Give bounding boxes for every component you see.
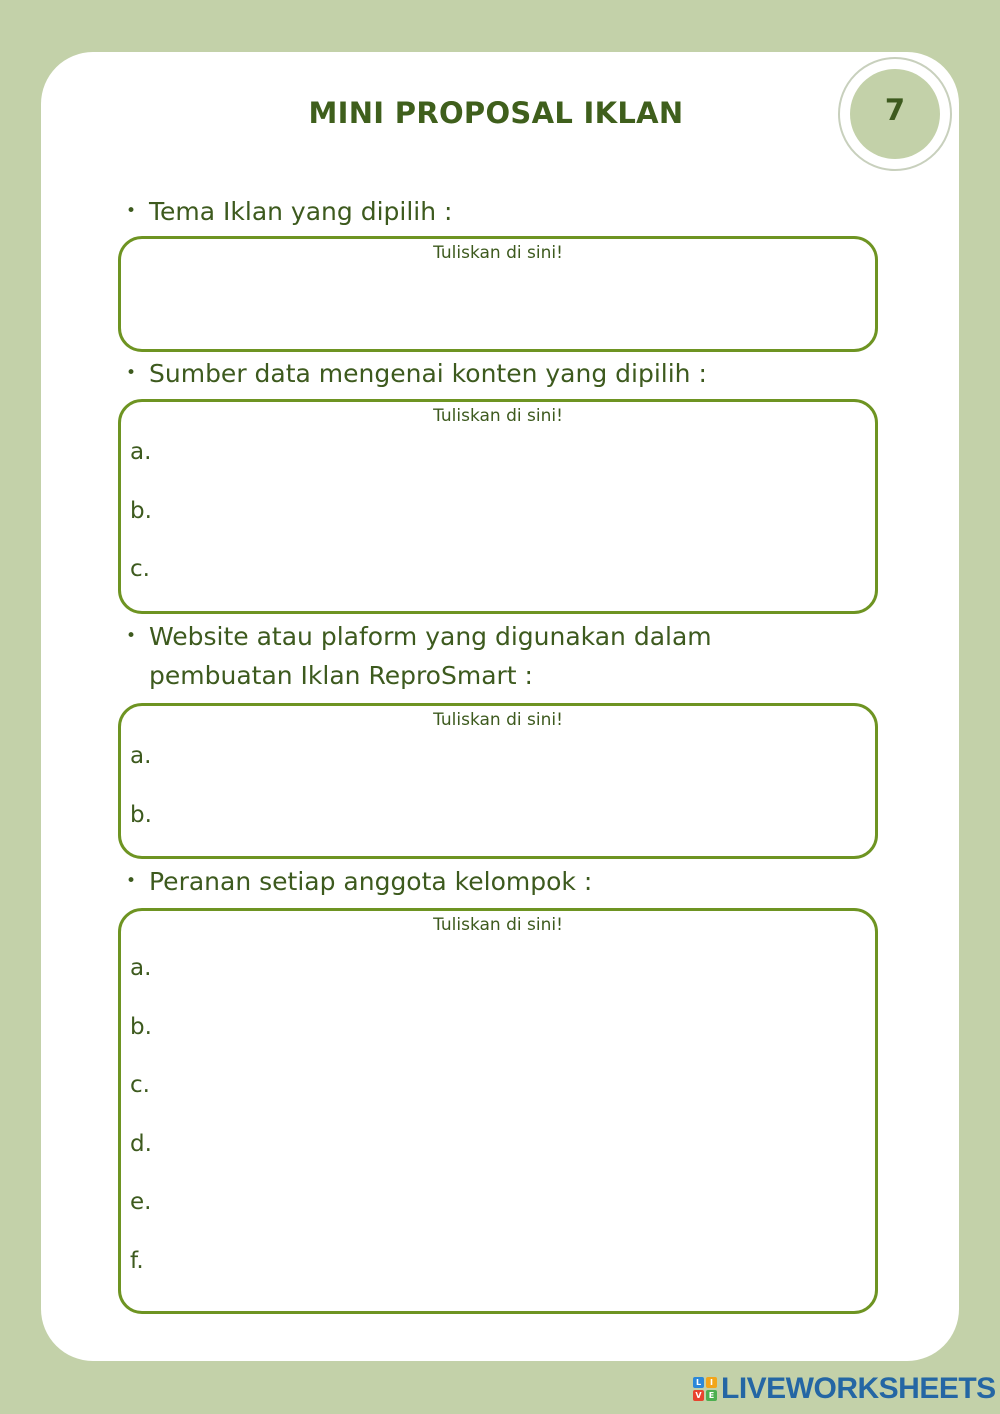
answer-line-f[interactable]: f. <box>130 1247 144 1274</box>
question-text: Peranan setiap anggota kelompok : <box>149 867 593 896</box>
answer-box-data-source[interactable] <box>118 399 878 614</box>
answer-box-platform[interactable] <box>118 703 878 859</box>
liveworksheets-branding <box>692 1371 996 1407</box>
answer-line-c[interactable]: c. <box>130 1072 150 1098</box>
question-data-source <box>126 354 809 393</box>
question-theme <box>126 192 809 231</box>
question-text: Website atau plaform yang digunakan dalam pembuatan Iklan ReproSmart : <box>149 622 712 690</box>
bullet: • <box>126 626 137 646</box>
question-platform <box>126 617 809 695</box>
bullet: • <box>126 363 137 383</box>
question-text: Sumber data mengenai konten yang dipilih : <box>149 359 707 388</box>
answer-hint: Tuliskan di sini! <box>433 406 563 426</box>
page-number: 7 <box>884 92 906 127</box>
liveworksheets-logo-icon <box>692 1376 718 1402</box>
logo-letter: I <box>706 1377 717 1388</box>
bullet: • <box>126 871 137 891</box>
page-number-badge <box>850 69 940 159</box>
answer-hint: Tuliskan di sini! <box>433 710 563 730</box>
logo-letter: L <box>693 1377 704 1388</box>
answer-line-b[interactable]: b. <box>130 497 152 524</box>
answer-hint: Tuliskan di sini! <box>433 915 563 935</box>
answer-line-c[interactable]: c. <box>130 556 150 582</box>
answer-box-theme[interactable] <box>118 236 878 352</box>
question-text: Tema Iklan yang dipilih : <box>149 197 453 226</box>
answer-line-e[interactable]: e. <box>130 1189 152 1215</box>
answer-line-d[interactable]: d. <box>130 1130 152 1157</box>
bullet: • <box>126 201 137 221</box>
answer-line-a[interactable]: a. <box>130 955 152 981</box>
logo-letter: V <box>693 1390 704 1401</box>
question-member-roles <box>126 862 809 901</box>
answer-box-member-roles[interactable] <box>118 908 878 1314</box>
answer-hint: Tuliskan di sini! <box>433 243 563 263</box>
answer-line-b[interactable]: b. <box>130 801 152 828</box>
answer-line-b[interactable]: b. <box>130 1013 152 1040</box>
brand-name: LIVEWORKSHEETS <box>721 1372 996 1405</box>
page-title: MINI PROPOSAL IKLAN <box>308 96 684 130</box>
answer-line-a[interactable]: a. <box>130 743 152 769</box>
logo-letter: E <box>706 1390 717 1401</box>
answer-line-a[interactable]: a. <box>130 439 152 465</box>
